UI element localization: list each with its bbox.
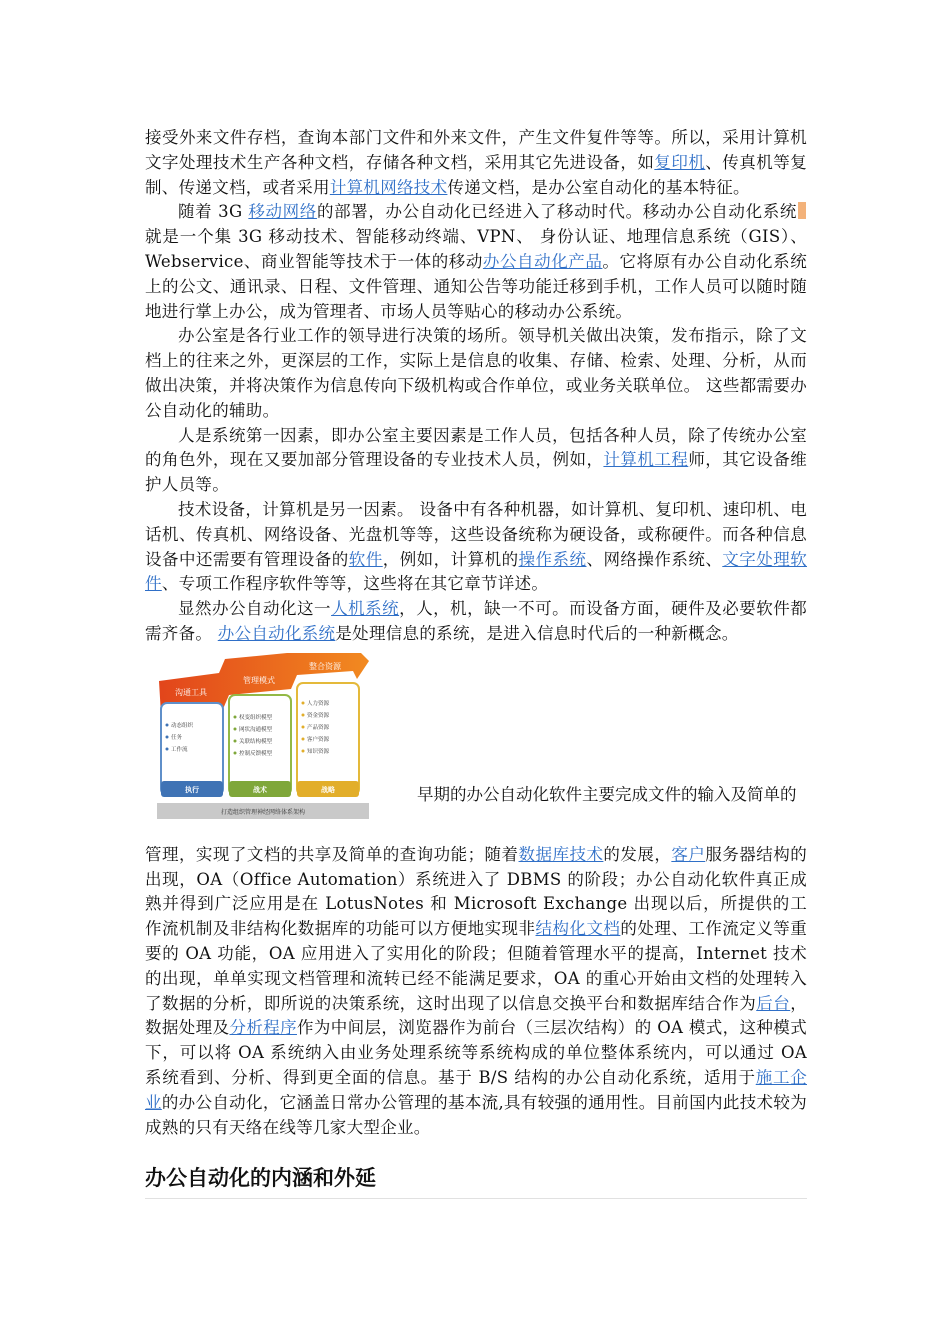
link-analysis-program[interactable]: 分析程序 <box>229 1018 297 1038</box>
stage-1-footer: 执行 <box>185 784 199 794</box>
link-construction-enterprise[interactable]: 施工企业 <box>145 1067 807 1112</box>
document-body <box>145 126 807 1199</box>
paragraph-5: 技术设备，计算机是另一因素。 设备中有各种机器，如计算机、复印机、速印机、电话机、传真机、网络设备、光盘机等等，这些设备统称为硬设备，或称硬件。而各种信息设备中还需要有管理设备的软件，例如，计算机的操作系统、网络操作系统、文字处理软件、专项工作程序软件等等，这些将在其它章节详述。 <box>145 499 808 594</box>
stage-3-header: 整合资源 <box>309 661 341 671</box>
stage-3-footer: 战略 <box>321 784 335 794</box>
link-network-tech[interactable]: 计算机网络技术 <box>329 177 448 197</box>
stage-3-item: 知识资源 <box>307 748 330 755</box>
oa-architecture-diagram <box>157 653 369 823</box>
paragraph-2: 随着 3G 移动网络的部署，办公自动化已经进入了移动时代。移动办公自动化系统就是一个集 3G 移动技术、智能移动终端、VPN、 身份认证、地理信息系统（GIS）、Webservice、商业智能等技术于一体的移动办公自动化产品。它将原有办公自动化系统上的公文、通讯录、日程、文件管理、通知公告等功能迁移到手机，工作人员可以随时随地进行掌上办公，成为管理者、市场人员等贴心的移动办公系统。 <box>145 202 807 321</box>
stage-3-item: 产品资源 <box>307 724 330 731</box>
link-software[interactable]: 软件 <box>348 549 383 569</box>
paragraph-7: 管理，实现了文档的共享及简单的查询功能；随着数据库技术的发展，客户服务器结构的出现，OA（Office Automation）系统进入了 DBMS 的阶段；办公自动化软件真正成熟并得到广泛应用是在 LotusNotes 和 Microsoft Exchange 出现以后，所提供的工作流机制及非结构化数据库的功能可以方便地实现非结构化文档的处理、工作流定义等重要的 OA 功能，OA 应用进入了实用化的阶段；但随着管理水平的提高，Internet 技术的出现，单单实现文档管理和流转已经不能满足要求，OA 的重心开始由文档的处理转入了数据的分析，即所说的决策系统，这时出现了以信息交换平台和数据库结合作为后台，数据处理及分析程序作为中间层，浏览器作为前台（三层次结构）的 OA 模式，这种模式下，可以将 OA 系统纳入由业务处理系统等系统构成的单位整体系统内，可以通过 OA 系统看到、分析、得到更全面的信息。基于 B/S 结构的办公自动化系统，适用于施工企业的办公自动化，它涵盖日常办公管理的基本流,具有较强的通用性。目前国内此技术较为成熟的只有天络在线等几家大型企业。 <box>145 844 808 1137</box>
paragraph-4: 人是系统第一因素，即办公室主要因素是工作人员，包括各种人员，除了传统办公室的角色外，现在又要加部分管理设备的专业技术人员，例如，计算机工程师，其它设备维护人员等。 <box>145 425 807 495</box>
link-computer-engineer[interactable]: 计算机工程 <box>603 450 689 470</box>
link-mobile-network[interactable]: 移动网络 <box>248 202 317 222</box>
figure-side-text: 早期的办公自动化软件主要完成文件的输入及简单的 <box>417 784 797 804</box>
stage-1-header: 沟通工具 <box>175 687 207 697</box>
paragraph-1: 接受外来文件存档，查询本部门文件和外来文件，产生文件复件等等。所以，采用计算机文字处理技术生产各种文档，存储各种文档，采用其它先进设备，如复印机、传真机等复制、传递文档，或者采用计算机网络技术传递文档，是办公室自动化的基本特征。 <box>145 128 807 197</box>
link-database-tech[interactable]: 数据库技术 <box>518 844 604 864</box>
stage-3-item: 资金资源 <box>307 712 330 719</box>
stage-2-header: 管理模式 <box>243 675 275 685</box>
paragraph-6: 显然办公自动化这一人机系统，人，机，缺一不可。而设备方面，硬件及必要软件都需齐备。 办公自动化系统是处理信息的系统，是进入信息时代后的一种新概念。 <box>145 599 808 643</box>
stage-2-box <box>229 695 291 797</box>
stage-2-footer: 战术 <box>253 784 267 794</box>
link-oa-product[interactable]: 办公自动化产品 <box>482 251 603 271</box>
link-operating-system[interactable]: 操作系统 <box>518 549 587 569</box>
stage-2-item: 控制反馈模型 <box>239 750 273 757</box>
stage-3-item: 客户资源 <box>307 736 330 743</box>
link-client[interactable]: 客户 <box>671 844 706 864</box>
link-backend[interactable]: 后台 <box>756 993 791 1013</box>
figure-row <box>145 653 807 833</box>
stage-2-item: 权变组织模型 <box>239 714 273 721</box>
link-oa-system[interactable]: 办公自动化系统 <box>217 623 336 643</box>
stage-1-item: 任务 <box>171 734 183 741</box>
link-man-machine-system[interactable]: 人机系统 <box>331 599 400 619</box>
highlight-marker <box>798 202 806 219</box>
paragraph-3: 办公室是各行业工作的领导进行决策的场所。领导机关做出决策，发布指示，除了文档上的往来之外，更深层的工作，实际上是信息的收集、存储、检索、处理、分析，从而做出决策，并将决策作为信息传向下级机构或合作单位，或业务关联单位。 这些都需要办公自动化的辅助。 <box>145 326 807 420</box>
stage-3-item: 人力资源 <box>307 700 330 707</box>
stage-2-item: 关联结构模型 <box>239 738 273 745</box>
stage-1-item: 动态组织 <box>171 722 194 729</box>
link-copier[interactable]: 复印机 <box>654 152 706 172</box>
stage-1-item: 工作流 <box>171 746 188 753</box>
link-word-processing[interactable]: 文字处理软件 <box>145 549 808 594</box>
section-heading: 办公自动化的内涵和外延 <box>145 1162 807 1199</box>
figure-banner: 打造组织管理神经网络体系架构 <box>220 808 306 816</box>
stage-2-item: 网状沟通模型 <box>239 726 273 733</box>
link-structured-doc[interactable]: 结构化文档 <box>535 919 621 939</box>
